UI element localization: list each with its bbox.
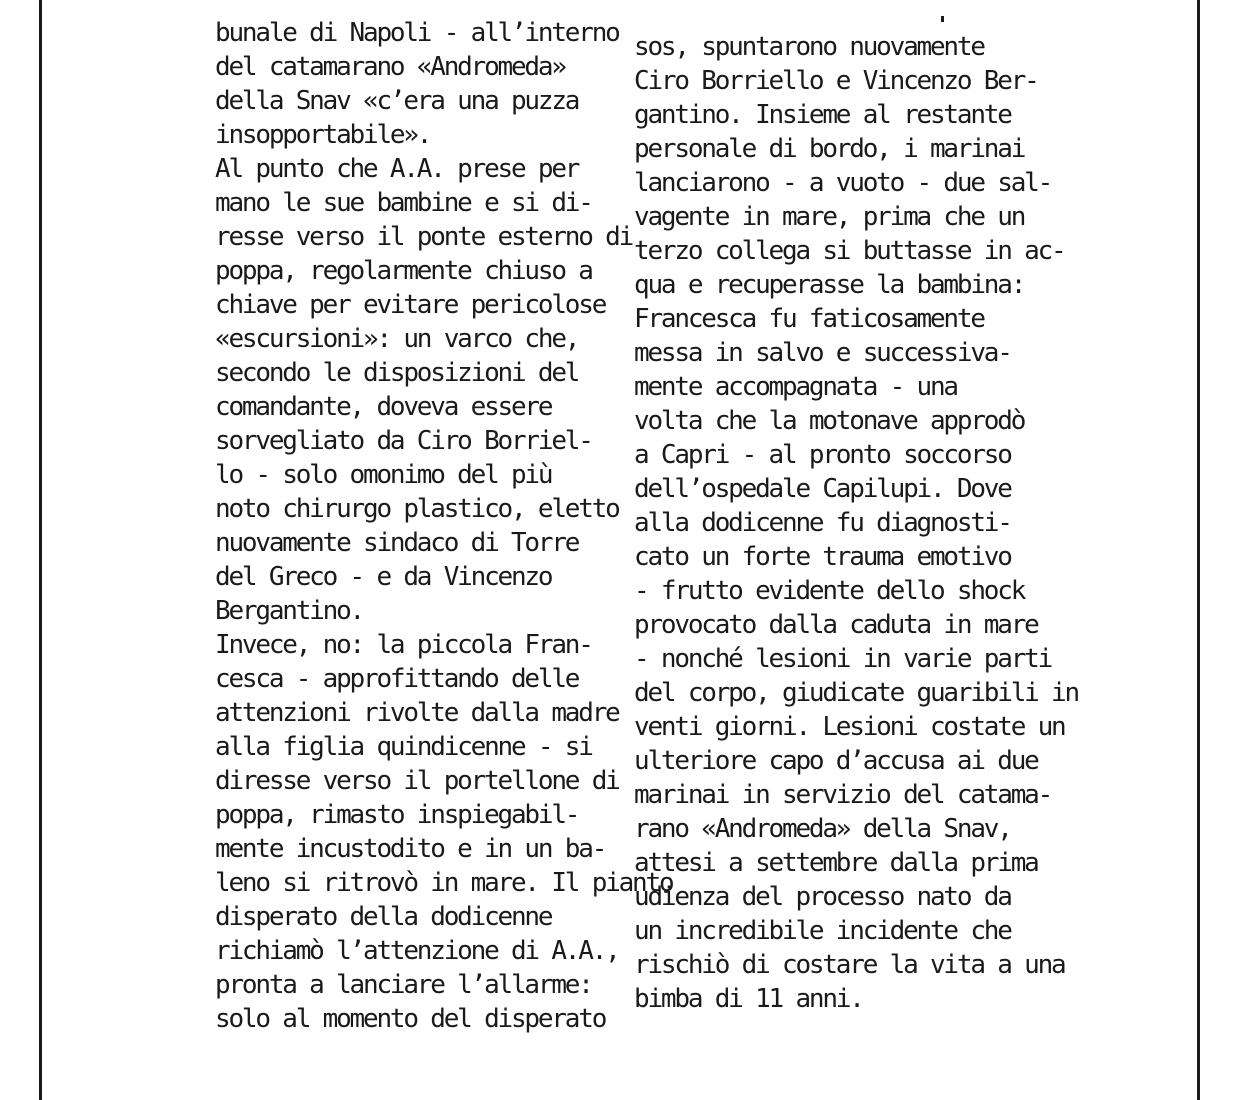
left-column-text-line: sorvegliato da Ciro Borriel- bbox=[215, 426, 592, 456]
left-column-text-line: bunale di Napoli - all’interno bbox=[215, 18, 619, 48]
right-column-text-line: attesi a settembre dalla prima bbox=[634, 848, 1038, 878]
right-column-text-line: provocato dalla caduta in mare bbox=[634, 610, 1038, 640]
left-column-text-line: richiamò l’attenzione di A.A., bbox=[215, 936, 619, 966]
right-column-text-line: gantino. Insieme al restante bbox=[634, 100, 1011, 130]
right-column-text-line: alla dodicenne fu diagnosti- bbox=[634, 508, 1011, 538]
right-column-text-line: ulteriore capo d’accusa ai due bbox=[634, 746, 1038, 776]
left-column-text-line: nuovamente sindaco di Torre bbox=[215, 528, 579, 558]
right-column-text-line: a Capri - al pronto soccorso bbox=[634, 440, 1011, 470]
right-column-text-line: mente accompagnata - una bbox=[634, 372, 957, 402]
left-column-text-line: secondo le disposizioni del bbox=[215, 358, 579, 388]
left-column-text-line: noto chirurgo plastico, eletto bbox=[215, 494, 619, 524]
right-column-text-line: Ciro Borriello e Vincenzo Ber- bbox=[634, 66, 1038, 96]
left-column-text-line: chiave per evitare pericolose bbox=[215, 290, 606, 320]
left-column-text-line: mano le sue bambine e si di- bbox=[215, 188, 592, 218]
left-column-text-line: attenzioni rivolte dalla madre bbox=[215, 698, 619, 728]
right-column-text-line: Francesca fu faticosamente bbox=[634, 304, 984, 334]
left-column-text-line: lo - solo omonimo del più bbox=[215, 460, 552, 490]
page-border-left bbox=[39, 0, 42, 1100]
left-column-text-line: Bergantino. bbox=[215, 596, 363, 626]
right-column-text-line: volta che la motonave approdò bbox=[634, 406, 1025, 436]
right-column-text-line: dell’ospedale Capilupi. Dove bbox=[634, 474, 1011, 504]
left-column-text-line: resse verso il ponte esterno di bbox=[215, 222, 633, 252]
right-column-text-line: bimba di 11 anni. bbox=[634, 984, 863, 1014]
left-column-text-line: cesca - approfittando delle bbox=[215, 664, 579, 694]
left-column-text-line: della Snav «c’era una puzza bbox=[215, 86, 579, 116]
left-column-text-line: comandante, doveva essere bbox=[215, 392, 552, 422]
right-column-text-line: rischiò di costare la vita a una bbox=[634, 950, 1065, 980]
right-column-text-line: cato un forte trauma emotivo bbox=[634, 542, 1011, 572]
left-column-text-line: alla figlia quindicenne - si bbox=[215, 732, 592, 762]
left-column-text-line: disperato della dodicenne bbox=[215, 902, 552, 932]
right-column-text-line: terzo collega si buttasse in ac- bbox=[634, 236, 1065, 266]
left-column-text-line: Invece, no: la piccola Fran- bbox=[215, 630, 592, 660]
print-speck bbox=[941, 16, 944, 22]
left-column-text-line: poppa, rimasto inspiegabil- bbox=[215, 800, 579, 830]
left-column-text-line: diresse verso il portellone di bbox=[215, 766, 619, 796]
left-column-text-line: solo al momento del disperato bbox=[215, 1004, 606, 1034]
right-column-text-line: qua e recuperasse la bambina: bbox=[634, 270, 1025, 300]
left-column-text-line: pronta a lanciare l’allarme: bbox=[215, 970, 592, 1000]
left-column-text-line: leno si ritrovò in mare. Il pianto bbox=[215, 868, 673, 898]
right-column-text-line: del corpo, giudicate guaribili in bbox=[634, 678, 1078, 708]
article-column-left bbox=[215, 16, 673, 1036]
left-column-text-line: del Greco - e da Vincenzo bbox=[215, 562, 552, 592]
left-column-text-line: poppa, regolarmente chiuso a bbox=[215, 256, 592, 286]
right-column-text-line: sos, spuntarono nuovamente bbox=[634, 32, 984, 62]
right-column-text-line: - nonché lesioni in varie parti bbox=[634, 644, 1052, 674]
right-column-text-line: udienza del processo nato da bbox=[634, 882, 1011, 912]
article-column-right bbox=[634, 30, 1078, 1016]
left-column-text-line: insopportabile». bbox=[215, 120, 431, 150]
right-column-text-line: rano «Andromeda» della Snav, bbox=[634, 814, 1011, 844]
right-column-text-line: lanciarono - a vuoto - due sal- bbox=[634, 168, 1052, 198]
right-column-text-line: marinai in servizio del catama- bbox=[634, 780, 1052, 810]
right-column-text-line: un incredibile incidente che bbox=[634, 916, 1011, 946]
left-column-text-line: mente incustodito e in un ba- bbox=[215, 834, 606, 864]
right-column-text-line: vagente in mare, prima che un bbox=[634, 202, 1025, 232]
left-column-text-line: del catamarano «Andromeda» bbox=[215, 52, 565, 82]
right-column-text-line: venti giorni. Lesioni costate un bbox=[634, 712, 1065, 742]
right-column-text-line: personale di bordo, i marinai bbox=[634, 134, 1025, 164]
right-column-text-line: messa in salvo e successiva- bbox=[634, 338, 1011, 368]
left-column-text-line: Al punto che A.A. prese per bbox=[215, 154, 579, 184]
left-column-text-line: «escursioni»: un varco che, bbox=[215, 324, 579, 354]
page-border-right bbox=[1197, 0, 1200, 1100]
right-column-text-line: - frutto evidente dello shock bbox=[634, 576, 1025, 606]
